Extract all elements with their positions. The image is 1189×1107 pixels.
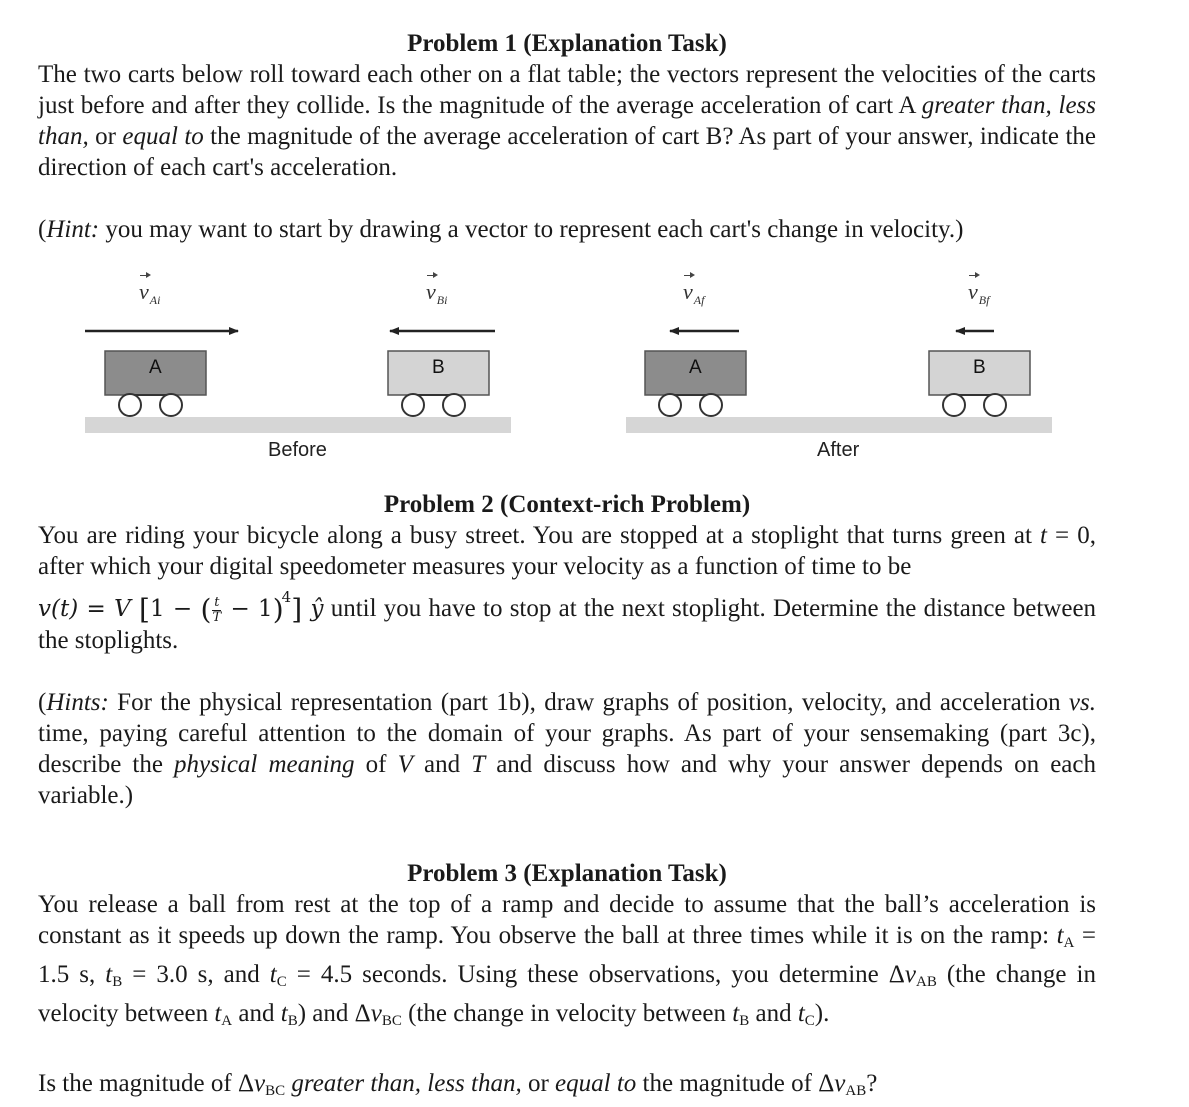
label-v-bi: $v_{Bi}$ — [426, 279, 448, 307]
table-after — [626, 417, 1052, 433]
problem1-text: The two carts below roll toward each other on a flat table; the vectors represent the velocities of the carts just before and after they collide. Is the magnitude of the average acceleration of cart A greater than, less than, or equal to the magnitude of the average acceleration of cart B? As part of your answer, indicate the direction of each cart's acceleration. — [38, 61, 1096, 181]
problem3-title: Problem 3 (Explanation Task) — [407, 860, 727, 887]
carts-diagram — [38, 261, 1096, 481]
problem2-hints: (Hints: For the physical representation (part 1b), draw graphs of position, velocity, and acceleration vs. time, paying careful attention to the domain of your graphs. As part of your sensemaking (part 3c), describe the physical meaning of V and T and discuss how and why your answer depends on each variable.) — [38, 689, 1096, 809]
cart-a-before-letter: A — [149, 357, 162, 378]
problem2-title: Problem 2 (Context-rich Problem) — [383, 491, 751, 518]
table-before — [85, 417, 511, 433]
label-v-bf: $v_{Bf}$ — [968, 279, 990, 307]
problem3-text: You release a ball from rest at the top of a ramp and decide to assume that the ball’s acceleration is constant as it speeds up down the ramp. You observe the ball at three times while it is on the ramp: $t_A = 1.5$ s, $t_B = 3.0$ s, and $t_C = 4.5$ seconds. Using these observations, you determine $\Delta v_{AB}$ (the change in velocity between $t_A$ and $t_B$) and $\Delta v_{BC}$ (the change in velocity between $t_B$ and $t_C$). — [38, 891, 1096, 1029]
cart-a-after-letter: A — [689, 357, 702, 378]
velocity-formula: v(t) = V [1 − ( $\frac{t}{T}$ − 1)$^4$] ŷ — [38, 588, 324, 626]
problem3-question: Is the magnitude of $\Delta v_{BC}$ greater than, less than, or equal to the magnitude of $\Delta v_{AB}$? — [38, 1070, 878, 1099]
carts-figure — [38, 261, 1096, 481]
after-label: After — [817, 439, 860, 461]
before-label: Before — [268, 439, 327, 461]
problem2-text: You are riding your bicycle along a busy street. You are stopped at a stoplight that turns green at t = 0, after which your digital speedometer measures your velocity as a function of time to be v(t) = V [1 − ( $\frac{t}{T}$ − 1)$^4$] ŷ until you have to stop at the next stoplight. Determine the distance between the stoplights. — [38, 522, 1097, 654]
cart-b-after-letter: B — [973, 357, 986, 378]
problem1-hint: (Hint: you may want to start by drawing a vector to represent each cart's change in velocity.) — [38, 216, 964, 243]
t-over-T-fraction: $\frac{t}{T}$ — [212, 594, 222, 625]
problem1-title: Problem 1 (Explanation Task) — [407, 30, 727, 57]
label-v-af: $v_{Af}$ — [683, 279, 705, 307]
label-v-ai: $v_{Ai}$ — [139, 279, 161, 307]
document — [38, 28, 1096, 1107]
cart-b-before-letter: B — [432, 357, 445, 378]
